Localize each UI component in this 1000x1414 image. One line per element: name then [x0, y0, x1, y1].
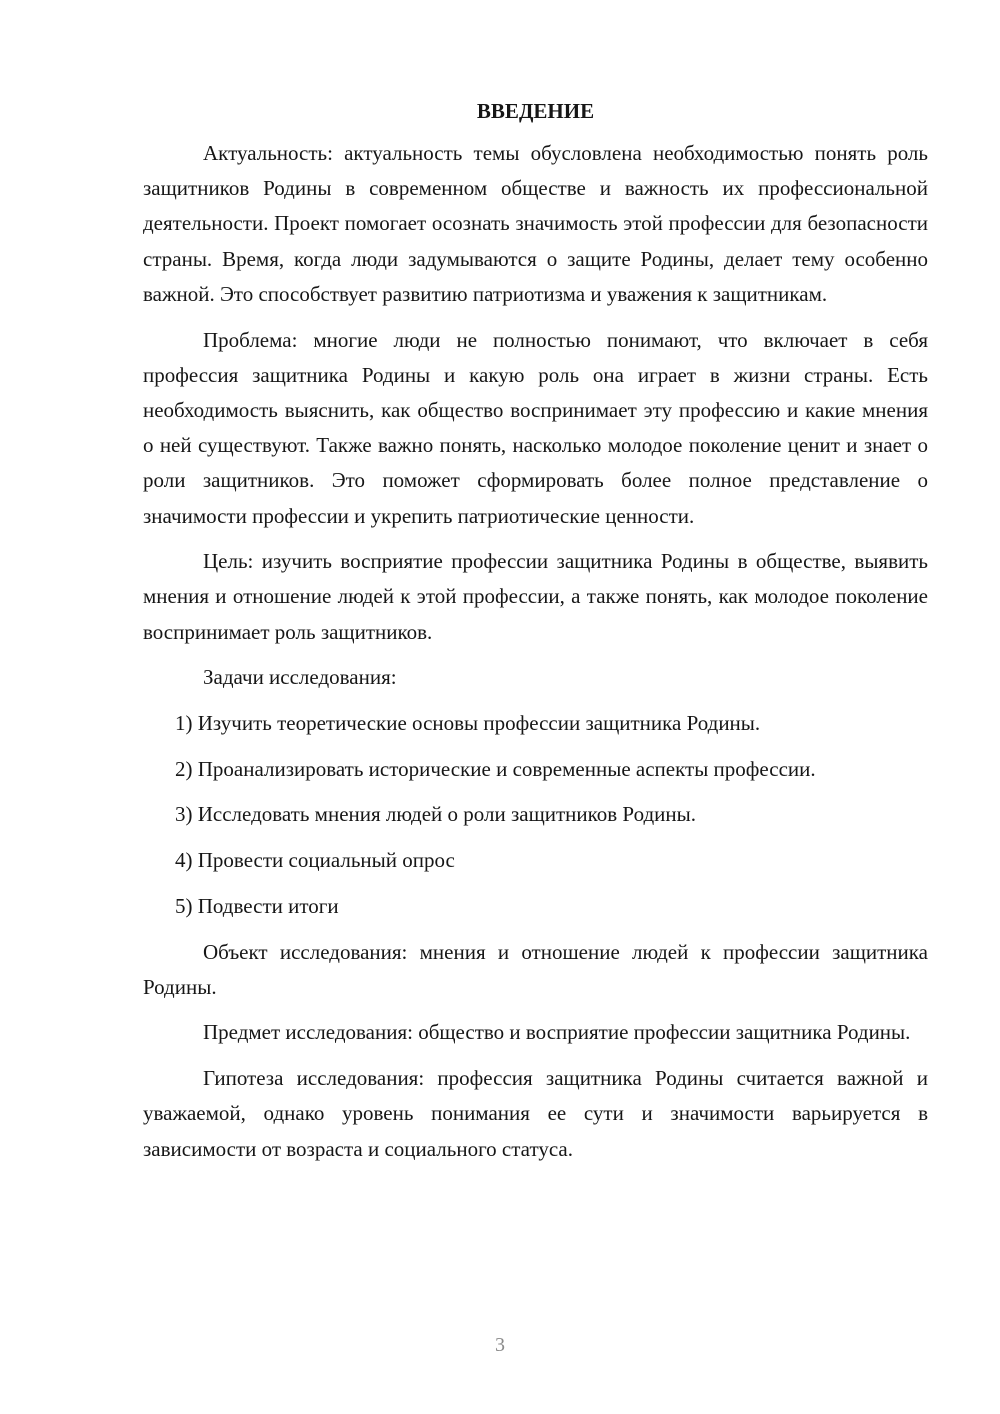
paragraph-hypothesis: Гипотеза исследования: профессия защитника Родины считается важной и уважаемой, однако уровень понимания ее сути и значимости варьируется в зависимости от возраста и социального статуса.	[143, 1066, 928, 1161]
page-number: 3	[495, 1334, 505, 1356]
task-item-3: 3) Исследовать мнения людей о роли защитников Родины.	[175, 802, 697, 827]
task-item-4: 4) Провести социальный опрос	[175, 848, 455, 873]
tasks-heading: Задачи исследования:	[203, 665, 397, 690]
document-page	[143, 96, 928, 1177]
paragraph-problem: Проблема: многие люди не полностью понимают, что включает в себя профессия защитника Родины и какую роль она играет в жизни страны. Есть необходимость выяснить, как общество воспринимает эту профессию и какие мнения о ней существуют. Также важно понять, насколько молодое поколение ценит и знает о роли защитников. Это поможет сформировать более полное представление о значимости профессии и укрепить патриотические ценности.	[143, 327, 928, 528]
paragraph-subject: Предмет исследования: общество и восприятие профессии защитника Родины.	[203, 1020, 911, 1045]
paragraph-relevance: Актуальность: актуальность темы обусловлена необходимостью понять роль защитников Родины в современном обществе и важность их профессиональной деятельности. Проект помогает осознать значимость этой профессии для безопасности страны. Время, когда люди задумываются о защите Родины, делает тему особенно важной. Это способствует развитию патриотизма и уважения к защитникам.	[143, 141, 928, 306]
section-title: ВВЕДЕНИЕ	[476, 99, 595, 123]
task-item-2: 2) Проанализировать исторические и современные аспекты профессии.	[175, 756, 816, 781]
paragraph-goal: Цель: изучить восприятие профессии защитника Родины в обществе, выявить мнения и отношение людей к этой профессии, а также понять, как молодое поколение воспринимает роль защитников.	[143, 549, 928, 644]
paragraph-object: Объект исследования: мнения и отношение людей к профессии защитника Родины.	[143, 939, 928, 999]
task-item-5: 5) Подвести итоги	[175, 893, 339, 918]
task-item-1: 1) Изучить теоретические основы профессии защитника Родины.	[175, 711, 761, 736]
